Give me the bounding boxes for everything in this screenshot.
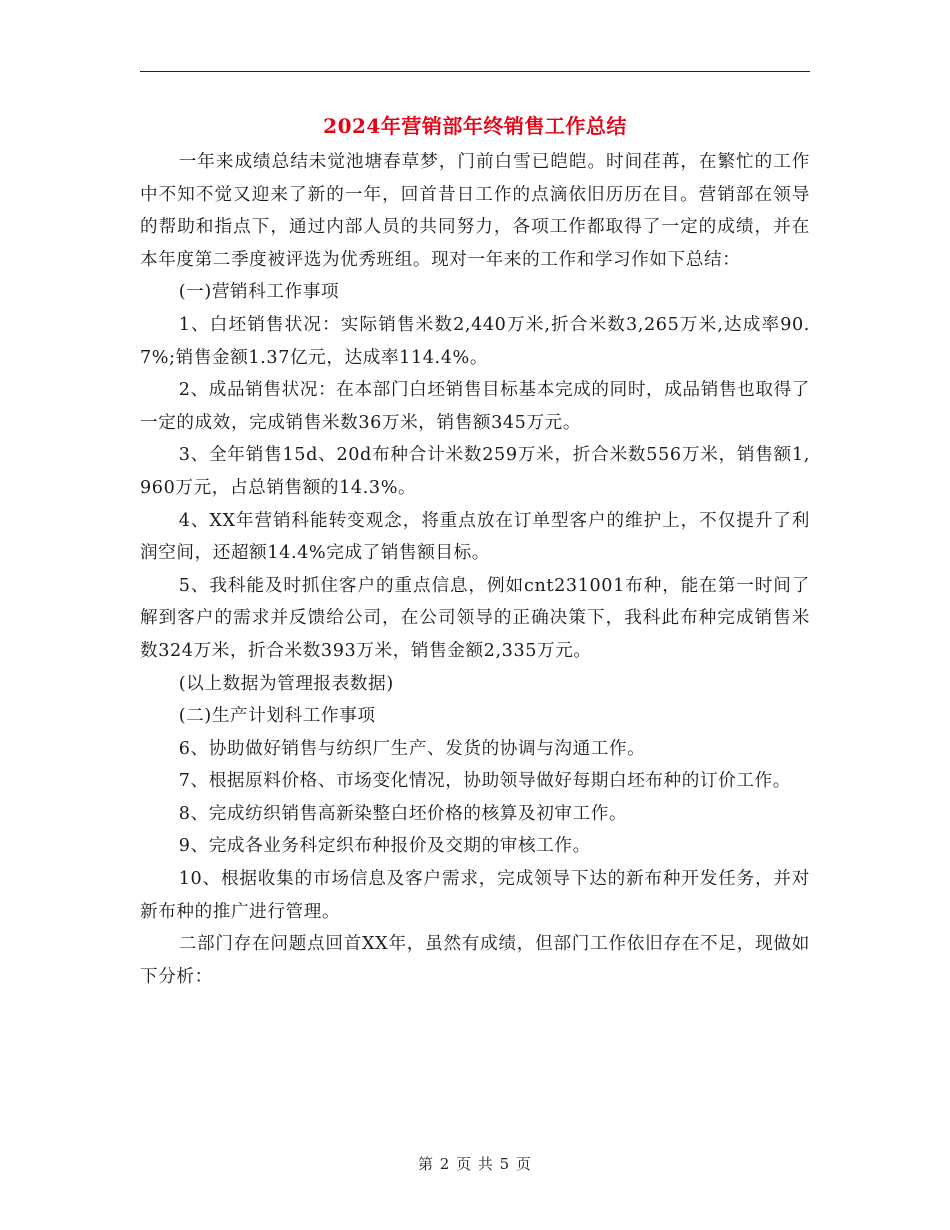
header-rule — [140, 71, 810, 72]
list-item: 3、全年销售15d、20d布种合计米数259万米，折合米数556万米，销售额1,960万元，占总销售额的14.3%。 — [140, 445, 810, 498]
list-item: 10、根据收集的市场信息及客户需求，完成领导下达的新布种开发任务，并对新布种的推广进行管理。 — [140, 869, 810, 922]
list-item: 1、白坯销售状况：实际销售米数2,440万米,折合米数3,265万米,达成率90.7%;销售金额1.37亿元，达成率114.4%。 — [140, 314, 810, 368]
document-title: 2024年营销部年终销售工作总结 — [323, 114, 627, 138]
list-item: 8、完成纺织销售高新染整白坯价格的核算及初审工作。 — [178, 803, 628, 824]
page-number-label: 第 2 页 共 5 页 — [418, 1155, 532, 1173]
list-item: 2、成品销售状况：在本部门白坯销售目标基本完成的同时，成品销售也取得了一定的成效，完成销售米数36万米，销售额345万元。 — [140, 380, 810, 433]
list-item: 9、完成各业务科定织布种报价及交期的审核工作。 — [178, 836, 591, 857]
section-heading-production: (二)生产计划科工作事项 — [178, 706, 376, 727]
data-source-note: (以上数据为管理报表数据) — [178, 673, 394, 694]
list-item: 4、XX年营销科能转变观念，将重点放在订单型客户的维护上，不仅提升了利润空间，还超额14.4%完成了销售额目标。 — [140, 510, 810, 564]
document-body — [140, 146, 810, 993]
list-item: 5、我科能及时抓住客户的重点信息，例如cnt231001布种，能在第一时间了解到客户的需求并反馈给公司，在公司领导的正确决策下，我科此布种完成销售米数324万米，折合米数393万米，销售金额2,335万元。 — [140, 575, 810, 661]
list-item: 7、根据原料价格、市场变化情况，协助领导做好每期白坯布种的订价工作。 — [178, 771, 791, 792]
page-number — [0, 1153, 950, 1174]
list-item: 6、协助做好销售与纺织厂生产、发货的协调与沟通工作。 — [178, 738, 646, 759]
section-heading-marketing: (一)营销科工作事项 — [178, 282, 340, 303]
paragraph-intro: 一年来成绩总结未觉池塘春草梦，门前白雪已皑皑。时间荏苒，在繁忙的工作中不知不觉又迎来了新的一年，回首昔日工作的点滴依旧历历在目。营销部在领导的帮助和指点下，通过内部人员的共同努力，各项工作都取得了一定的成绩，并在本年度第二季度被评选为优秀班组。现对一年来的工作和学习作如下总结： — [140, 152, 810, 270]
paragraph-problems: 二部门存在问题点回首XX年，虽然有成绩，但部门工作依旧存在不足，现做如下分析： — [140, 934, 810, 987]
